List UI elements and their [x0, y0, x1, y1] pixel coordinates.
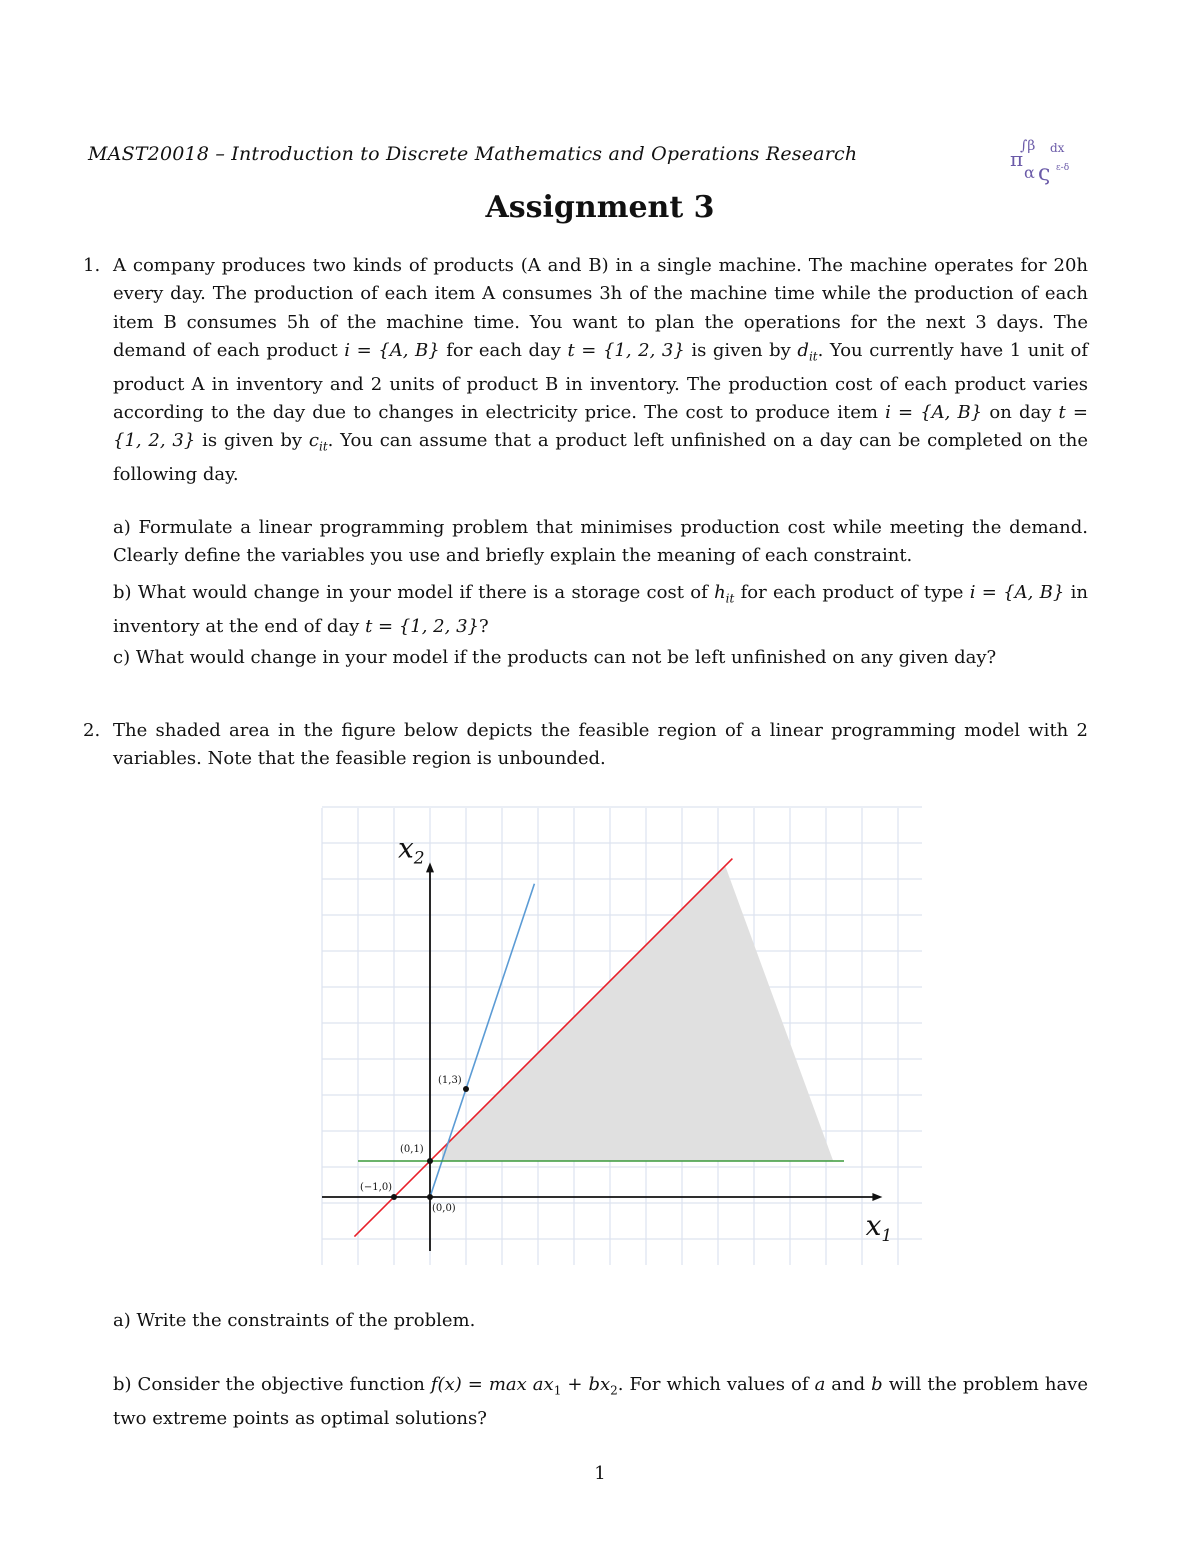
logo-glyph-sigma: ς — [1038, 161, 1051, 186]
course-header: MAST20018 – Introduction to Discrete Mathematics and Operations Research — [88, 143, 858, 165]
x1-axis-arrow — [872, 1193, 882, 1201]
question-1c: c) What would change in your model if the products can not be left unfinished on any given day? — [113, 647, 997, 668]
logo-glyph-epsilon: ε-δ — [1056, 163, 1070, 173]
math-t-set: t = {1, 2, 3} — [567, 339, 685, 361]
math-h-it: h — [714, 582, 726, 603]
question-1-text: A company produces two kinds of products (A and B) in a single machine. The machine operates for 20h every day. The production of each item A consumes 3h of the machine time while the production of each item B consumes 5h of the machine time. You want to plan the operations for the next 3 days. The demand of each product i = {A, B} for each day t = {1, 2, 3} is given by $d_{it}$. You currently have 1 unit of product A in inventory and 2 units of product B in inventory. The production cost of each product varies according to the day due to changes in electricity price. The cost to produce item i = {A, B} on day t = {1, 2, 3} is given by $c_{it}$. You can assume that a product left unfinished on a day can be completed on the following day. — [113, 255, 1089, 486]
math-i-set-2: i = {A, B} — [885, 402, 983, 424]
question-2a: a) Write the constraints of the problem. — [113, 1310, 476, 1331]
point-marker — [391, 1194, 397, 1200]
question-1a: a) Formulate a linear programming problem that minimises production cost while meeting the demand. Clearly define the variables you use and briefly explain the meaning of each constraint. — [113, 517, 1088, 567]
point-label: (0,1) — [400, 1144, 424, 1155]
point-marker — [427, 1194, 433, 1200]
point-label: (0,0) — [432, 1203, 456, 1214]
x2-axis-label-sub: 2 — [413, 848, 425, 869]
logo-glyph-pi: π — [1010, 147, 1024, 171]
x2-axis-label: $x_2$ — [398, 831, 425, 869]
question-2-number: 2. — [83, 720, 101, 741]
feasible-region — [442, 866, 833, 1161]
math-d-it: d — [797, 339, 809, 361]
logo-glyph-alpha: α — [1024, 163, 1035, 182]
x1-axis-label-sub: 1 — [881, 1226, 893, 1246]
question-2 — [83, 717, 1088, 774]
logo-glyph-dx: dx — [1050, 141, 1065, 155]
question-2b: b) Consider the objective function $f(x) = \max ax_1 + bx_2$. For which values of a and b will the problem have two extreme points as optimal solutions? — [113, 1374, 1089, 1429]
question-1-number: 1. — [83, 255, 101, 276]
math-t-set-2: t = {1, 2, 3} — [113, 402, 1088, 452]
x1-axis-label: $x_1$ — [865, 1209, 893, 1246]
question-1 — [83, 252, 1089, 490]
question-2-text: The shaded area in the figure below depicts the feasible region of a linear programming model with 2 variables. Note that the feasible region is unbounded. — [113, 720, 1088, 770]
point-marker — [463, 1086, 469, 1092]
point-label: (−1,0) — [360, 1182, 393, 1193]
question-1b: b) What would change in your model if there is a storage cost of $h_{it}$ for each product of type i = {A, B} in inventory at the end of day t = {1, 2, 3}? — [113, 582, 1088, 637]
point-marker — [427, 1158, 433, 1164]
x2-axis-arrow — [426, 862, 434, 872]
page-number: 1 — [594, 1463, 606, 1484]
math-objective: f(x) = max ax — [430, 1374, 554, 1395]
math-i-set: i = {A, B} — [344, 339, 440, 361]
math-logo — [1008, 128, 1078, 188]
point-label: (1,3) — [438, 1075, 462, 1086]
assignment-title: Assignment 3 — [485, 190, 715, 225]
feasible-region-figure — [300, 790, 940, 1280]
math-c-it: c — [308, 430, 319, 452]
logo-glyph-integral: ∫β — [1020, 138, 1036, 154]
